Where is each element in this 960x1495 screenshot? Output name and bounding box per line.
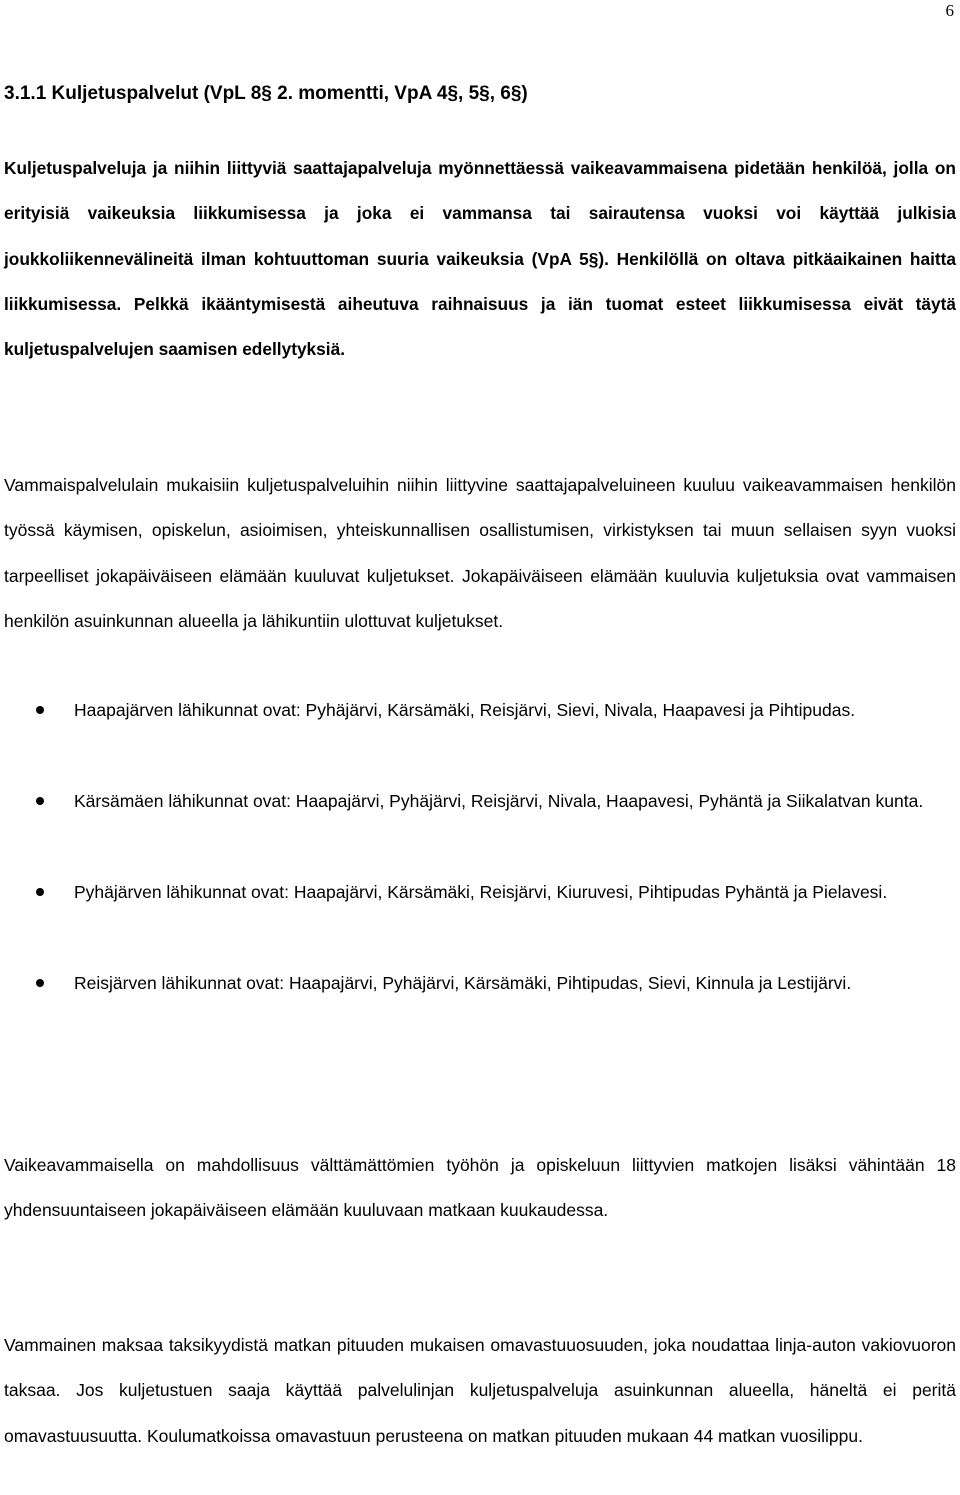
page-number: 6 xyxy=(945,1,954,20)
list-item xyxy=(4,961,956,1052)
bullet-icon xyxy=(36,706,44,714)
bullet-icon xyxy=(36,979,44,987)
list-item-text: Pyhäjärven lähikunnat ovat: Haapajärvi, Kärsämäki, Reisjärvi, Kiuruvesi, Pihtipudas Pyhäntä ja Pielavesi. xyxy=(74,882,888,902)
bullet-icon xyxy=(36,888,44,896)
section-heading: 3.1.1 Kuljetuspalvelut (VpL 8§ 2. momentti, VpA 4§, 5§, 6§) xyxy=(4,83,528,104)
list-item xyxy=(4,688,956,779)
neighbouring-municipalities-list xyxy=(4,688,956,1052)
paragraph-trip-allowance: Vaikeavammaisella on mahdollisuus välttämättömien työhön ja opiskeluun liittyvien matkojen lisäksi vähintään 18 yhdensuuntaiseen jokapäiväiseen elämään kuuluvaan matkaan kuukaudessa. xyxy=(4,1155,956,1221)
list-item-text: Reisjärven lähikunnat ovat: Haapajärvi, Pyhäjärvi, Kärsämäki, Pihtipudas, Sievi, Kinnula ja Lestijärvi. xyxy=(74,973,852,993)
bullet-icon xyxy=(36,797,44,805)
paragraph-transport-scope: Vammaispalvelulain mukaisiin kuljetuspalveluihin niihin liittyvine saattajapalveluineen kuuluu vaikeavammaisen henkilön työssä käymisen, opiskelun, asioimisen, yhteiskunnallisen osallistumisen, virkistyksen tai muun sellaisen syyn vuoksi tarpeelliset jokapäiväiseen elämään kuuluvat kuljetukset. Jokapäiväiseen elämään kuuluvia kuljetuksia ovat vammaisen henkilön asuinkunnan alueella ja lähikuntiin ulottuvat kuljetukset. xyxy=(4,475,956,631)
list-item-text: Haapajärven lähikunnat ovat: Pyhäjärvi, Kärsämäki, Reisjärvi, Sievi, Nivala, Haapavesi ja Pihtipudas. xyxy=(74,700,856,720)
list-item-text: Kärsämäen lähikunnat ovat: Haapajärvi, Pyhäjärvi, Reisjärvi, Nivala, Haapavesi, Pyhäntä ja Siikalatvan kunta. xyxy=(74,791,924,811)
list-item xyxy=(4,870,956,961)
paragraph-eligibility: Kuljetuspalveluja ja niihin liittyviä saattajapalveluja myönnettäessä vaikeavammaisena pidetään henkilöä, jolla on erityisiä vaikeuksia liikkumisessa ja joka ei vammansa tai sairautensa vuoksi voi käyttää julkisia joukkoliikennevälineitä ilman kohtuuttoman suuria vaikeuksia (VpA 5§). Henkilöllä on oltava pitkäaikainen haitta liikkumisessa. Pelkkä ikääntymisestä aiheutuva raihnaisuus ja iän tuomat esteet liikkumisessa eivät täytä kuljetuspalvelujen saamisen edellytyksiä. xyxy=(4,158,956,360)
paragraph-fees: Vammainen maksaa taksikyydistä matkan pituuden mukaisen omavastuuosuuden, joka noudattaa linja-auton vakiovuoron taksaa. Jos kuljetustuen saaja käyttää palvelulinjan kuljetuspalveluja asuinkunnan alueella, häneltä ei peritä omavastuusuutta. Koulumatkoissa omavastuun perusteena on matkan pituuden mukaan 44 matkan vuosilippu. xyxy=(4,1335,956,1446)
list-item xyxy=(4,779,956,870)
